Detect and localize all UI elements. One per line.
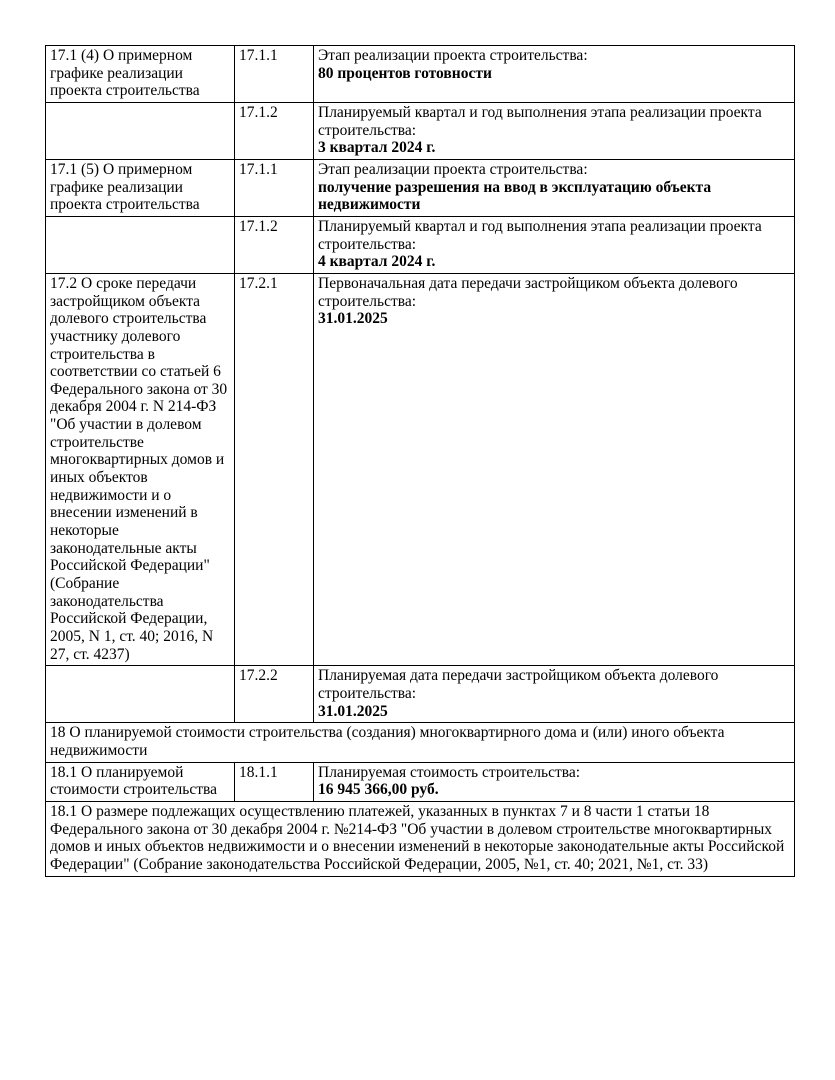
table-row [46,46,795,103]
clause-number: 17.1.1 [235,46,314,103]
content-label: Планируемый квартал и год выполнения этапа реализации проекта строительства: [318,103,762,139]
clause-number: 18.1.1 [235,762,314,801]
table-row [46,723,795,762]
content-label: Планируемая стоимость строительства: [318,763,581,781]
section-description [46,102,235,159]
content-label: Планируемая дата передачи застройщиком объекта долевого строительства: [318,667,719,702]
section-description: 18.1 О планируемой стоимости строительства [46,762,235,801]
clause-content [314,159,795,216]
table-row [46,216,795,273]
section-description [46,216,235,273]
content-value: 31.01.2025 [318,310,388,328]
content-value: 31.01.2025 [318,702,388,720]
clause-number: 17.2.2 [235,666,314,723]
clause-number: 17.1.2 [235,216,314,273]
table-row [46,102,795,159]
clause-content [314,666,795,723]
content-value: 16 945 366,00 руб. [318,781,439,799]
content-value: 80 процентов готовности [318,64,492,82]
clause-content [314,216,795,273]
section-heading: 18 О планируемой стоимости строительства (создания) многоквартирного дома и (или) иного объекта недвижимости [46,723,795,762]
table-row [46,762,795,801]
clause-number: 17.2.1 [235,273,314,665]
content-value: 3 квартал 2024 г. [318,139,436,157]
content-label: Этап реализации проекта строительства: [318,160,588,178]
table-row [46,666,795,723]
section-heading: 18.1 О размере подлежащих осуществлению платежей, указанных в пунктах 7 и 8 части 1 статьи 18 Федерального закона от 30 декабря 2004 г. №214-ФЗ "Об участии в долевом строительстве многоквартирных домов и иных объектов недвижимости и о внесении изменений в некоторые законодательные акты Российской Федерации" (Собрание законодательства Российской Федерации, 2005, №1, ст. 40; 2021, №1, ст. 33) [46,801,795,876]
clause-number: 17.1.2 [235,102,314,159]
clause-content [314,273,795,665]
content-value: получение разрешения на ввод в эксплуатацию объекта недвижимости [318,178,712,214]
section-description: 17.1 (5) О примерном графике реализации проекта строительства [46,159,235,216]
content-label: Планируемый квартал и год выполнения этапа реализации проекта строительства: [318,217,762,253]
section-description: 17.2 О сроке передачи застройщиком объекта долевого строительства участнику долевого строительства в соответствии со статьей 6 Федерального закона от 30 декабря 2004 г. N 214-ФЗ "Об участии в долевом строительстве многоквартирных домов и иных объектов недвижимости и о внесении изменений в некоторые законодательные акты Российской Федерации" (Собрание законодательства Российской Федерации, 2005, N 1, ст. 40; 2016, N 27, ст. 4237) [46,273,235,665]
clause-content [314,102,795,159]
section-description [46,666,235,723]
content-label: Первоначальная дата передачи застройщиком объекта долевого строительства: [318,274,738,310]
section-description: 17.1 (4) О примерном графике реализации проекта строительства [46,46,235,103]
clause-number: 17.1.1 [235,159,314,216]
content-value: 4 квартал 2024 г. [318,253,436,271]
table-row [46,801,795,876]
table-row [46,273,795,665]
clause-content [314,762,795,801]
declaration-table [45,45,795,877]
content-label: Этап реализации проекта строительства: [318,47,588,64]
clause-content [314,46,795,103]
table-row [46,159,795,216]
